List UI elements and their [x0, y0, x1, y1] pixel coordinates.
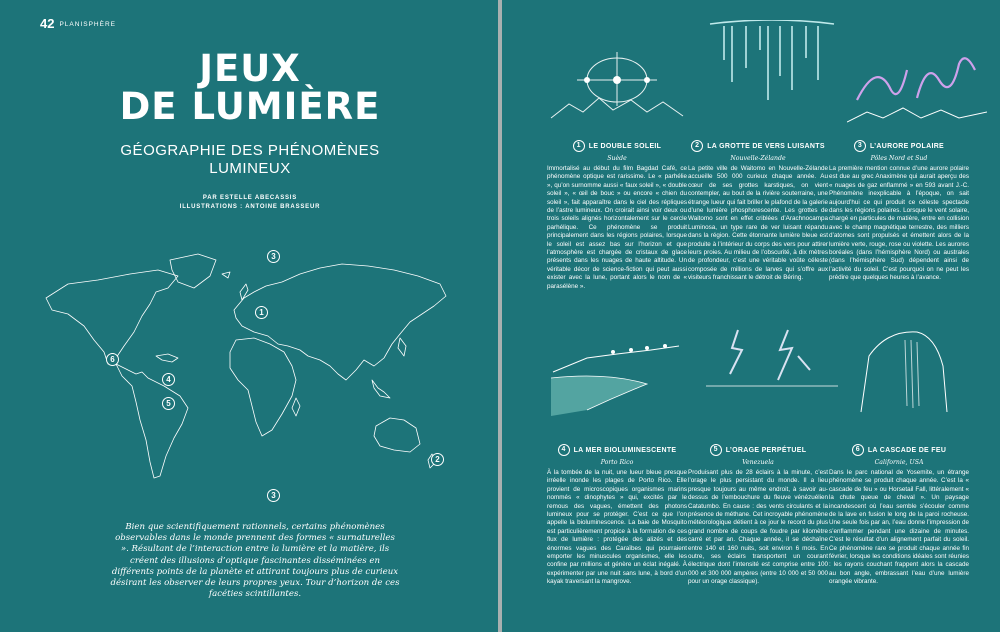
- article-1: [547, 140, 687, 291]
- article-6: [829, 444, 969, 587]
- article-1-number: 1: [573, 140, 585, 152]
- lightning-storm-illustration: [702, 326, 842, 416]
- article-1-heading: [547, 140, 687, 152]
- subtitle: [80, 142, 420, 178]
- article-3-number: 3: [854, 140, 866, 152]
- map-marker-1: 1: [255, 306, 268, 319]
- article-5: [688, 444, 828, 587]
- article-6-heading: [829, 444, 969, 456]
- article-3-title: L’AURORE POLAIRE: [869, 142, 945, 150]
- article-4-title: LA MER BIOLUMINESCENTE: [573, 446, 677, 454]
- article-1-location: Suède: [607, 155, 627, 162]
- article-1-text: Immortalisé au début du film Bagdad Café, ce phénomène optique est rarissime. Le « parhélie », qu’on surnomme aussi « faux soleil », « double soleil », « œil de bouc » ou encore « chien du soleil », fait apparaître dans le ciel des répliques de l’astre lumineux. On croirait ainsi voir deux ou trois soleils alignés horizontalement sur le cercle parhélique. Ce phénomène se produit principalement dans les régions polaires, lorsque le soleil est assez bas sur l’horizon et que l’atmosphère est chargée de cristaux de glace présents dans les nuages de haute altitude. Un véritable décor de science-fiction qui peut aussi exister avec la lune, portant alors le nom de « parasélène ».: [547, 165, 687, 290]
- article-2-text: La petite ville de Waitomo en Nouvelle-Zélande accueille 500 000 curieux chaque année. Au cœur de ses grottes karstiques, on vient contempler, au bout de la rivière souterraine, une étrange lueur qui fait briller le plafond de la galerie d’une lumière phosphorescente. Les grottes de Waitomo sont en effet criblées d’Arachnocampa Luminosa, un type rare de ver luisant répandu dans la région. Cette étonnante lumière bleue est produite à l’intérieur du corps des vers pour attirer leurs proies. Au milieu de l’obscurité, à dix mètres de profondeur, c’est une véritable voûte céleste composée de millions de larves qui s’offre aux visiteurs franchissant le détroit de Béring.: [688, 165, 828, 282]
- bioluminescent-sea-illustration: [547, 332, 687, 422]
- article-6-location: Californie, USA: [874, 459, 924, 466]
- map-marker-6: 6: [106, 353, 119, 366]
- article-4-text: À la tombée de la nuit, une lueur bleue presque irréelle inonde les plages de Porto Rico. Elle provient de microscopiques organismes marins nommés « dinophytes » qui, excités par le remous des vagues, émettent des photons lumineux pour se protéger. C’est ce que l’on appelle la bioluminescence. La baie de Mosquito est particulièrement propice à la formation de ces flux de lumière : protégée des alizés et des énormes vagues des Caraïbes qui pourraient emporter les minuscules organismes, elle les confine par millions et génère un éclat inégalé. À expérimenter par une nuit sans lune, à bord d’un kayak traversant la mangrove.: [547, 469, 687, 586]
- article-3-location: Pôles Nord et Sud: [870, 155, 928, 162]
- subtitle-line-1: GÉOGRAPHIE DES PHÉNOMÈNES: [120, 142, 380, 159]
- article-5-heading: [688, 444, 828, 456]
- map-marker-3-north: 3: [267, 250, 280, 263]
- firefall-illustration: [847, 326, 987, 416]
- subtitle-line-2: LUMINEUX: [209, 160, 291, 177]
- article-3-text: La première mention connue d’une aurore polaire est due au grec Anaximène qui aurait aperçu des « nuages de gaz enflammé » en 593 avant J.-C. Phénomène inexplicable à l’époque, on sait aujourd’hui ce qui produit ce céleste spectacle dans les régions polaires. Lorsque le vent solaire, chargé en particules de matière, entre en collision avec le champ magnétique terrestre, des milliers d’atomes sont propulsés et émettent alors de la lumière verte, rouge, rose ou violette. Les aurores boréales (dans l’hémisphère Nord) ou australes (dans l’hémisphère Sud) dépendent ainsi de l’activité du soleil. C’est pourquoi on ne peut les prédire que quelques heures à l’avance.: [829, 165, 969, 282]
- intro-paragraph: Bien que scientifiquement rationnels, certains phénomènes observables dans le monde prennent des formes « surnaturelles ». Résultant de l’interaction entre la lumière et la matière, ils créent des illusions d’optique fascinantes disséminées en différents points de la planète et attirant toujours plus de curieux désirant les observer de leurs propres yeux. Tour d’horizon de ces facéties scintillantes.: [110, 522, 400, 600]
- article-6-title: LA CASCADE DE FEU: [867, 446, 947, 454]
- article-3-heading: [829, 140, 969, 152]
- article-5-location: Venezuela: [742, 459, 774, 466]
- article-6-text: Dans le parc national de Yosemite, un étrange phénomène se produit chaque année. C’est la « cascade de feu » ou Horsetail Fall, littéralement « la chute queue de cheval ». Un paysage incandescent où l’eau semble s’écouler comme de la lave en fusion le long de la paroi rocheuse. Une seule fois par an, l’eau donne l’impression de s’enflammer pendant une dizaine de minutes. C’est le résultat d’un alignement parfait du soleil. Ce phénomène rare se produit chaque année fin février, lorsque les conditions idéales sont réunies : les rayons couchant frappent alors la cascade au bon angle, embrassant l’eau d’une lumière orangée vibrante.: [829, 469, 969, 586]
- aurora-illustration: [847, 40, 987, 130]
- article-2-title: LA GROTTE DE VERS LUISANTS: [707, 142, 825, 150]
- byline-illustrations: ILLUSTRATIONS : ANTOINE BRASSEUR: [179, 204, 321, 210]
- article-5-number: 5: [710, 444, 722, 456]
- article-2: [688, 140, 828, 283]
- article-6-number: 6: [852, 444, 864, 456]
- page-number: 42: [40, 16, 55, 31]
- glowworm-cave-illustration: [702, 20, 842, 110]
- world-map: [38, 240, 458, 505]
- right-page: [502, 0, 1000, 632]
- article-4-location: Porto Rico: [600, 459, 634, 466]
- article-3: [829, 140, 969, 283]
- map-marker-2: 2: [431, 453, 444, 466]
- byline-author: PAR ESTELLE ABECASSIS: [202, 195, 298, 201]
- map-marker-3-south: 3: [267, 489, 280, 502]
- article-2-number: 2: [691, 140, 703, 152]
- article-2-location: Nouvelle-Zélande: [730, 155, 786, 162]
- folio: [40, 16, 116, 31]
- map-marker-5: 5: [162, 397, 175, 410]
- article-5-title: L’ORAGE PERPÉTUEL: [725, 446, 807, 454]
- byline: [150, 194, 350, 212]
- article-1-title: LE DOUBLE SOLEIL: [588, 142, 662, 150]
- title-line-2: DE LUMIÈRE: [119, 85, 381, 128]
- world-map-outline: [38, 240, 458, 505]
- page-title: [100, 47, 400, 128]
- double-sun-illustration: [547, 40, 687, 130]
- article-4-number: 4: [558, 444, 570, 456]
- article-5-text: Produisant plus de 28 éclairs à la minute, c’est l’orage le plus persistant du monde. Il a lieu presque toujours au même endroit, à savoir au-dessus de l’embouchure du fleuve vénézuélien Catatumbo. En cause : des vents circulants et la présence de méthane. Cet incroyable phénomène météorologique détient à ce jour le record du plus grand nombre de coups de foudre par kilomètre carré et par an. Chaque année, il se déchaîne entre 140 et 160 nuits, soit environ 6 mois. En outre, ses éclairs transportent un courant électrique dont l’intensité est comprise entre 100 000 et 300 000 ampères (entre 10 000 et 50 000 pour un orage classique).: [688, 469, 828, 586]
- article-2-heading: [688, 140, 828, 152]
- title-line-1: JEUX: [199, 47, 301, 90]
- article-4-heading: [547, 444, 687, 456]
- article-4: [547, 444, 687, 587]
- section-label: PLANISPHÈRE: [59, 21, 116, 28]
- left-page: [0, 0, 498, 632]
- map-marker-4: 4: [162, 373, 175, 386]
